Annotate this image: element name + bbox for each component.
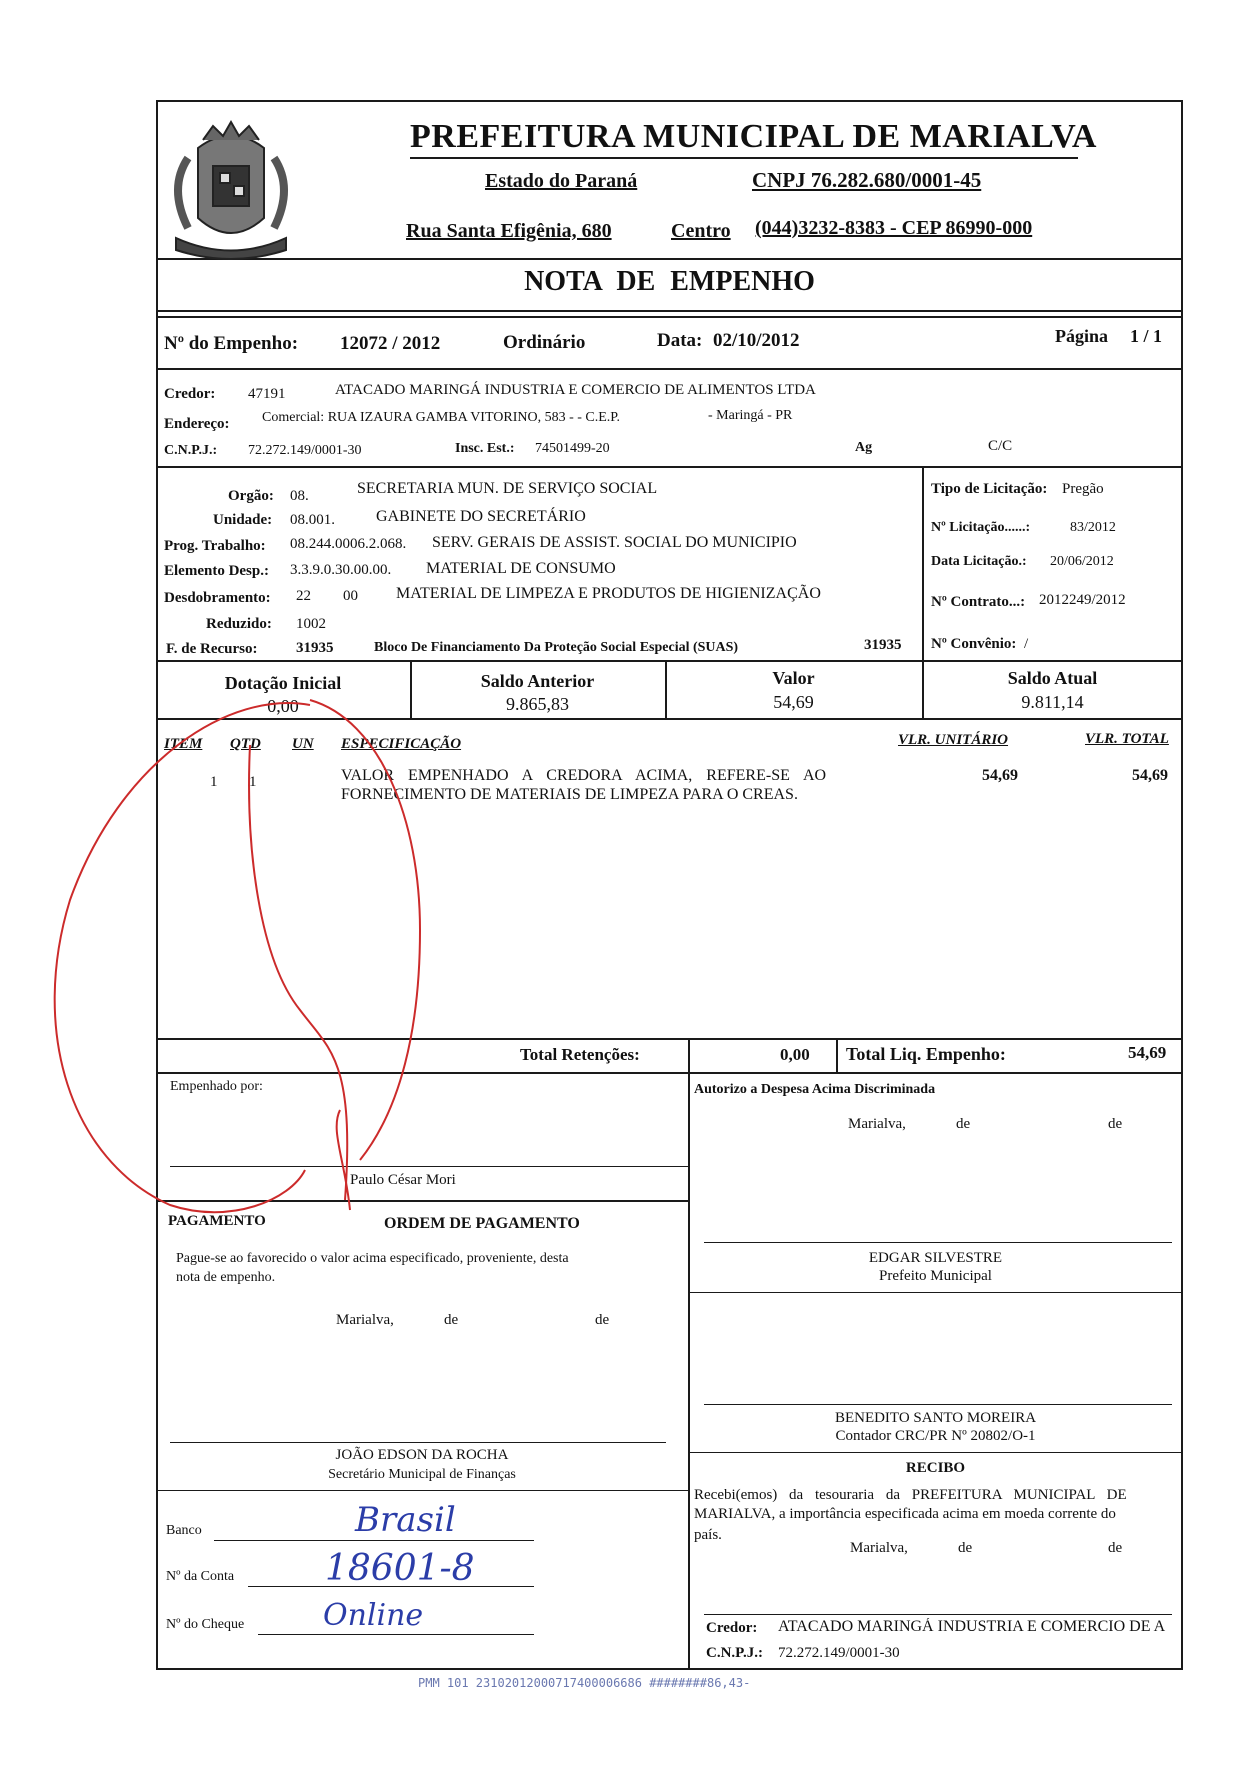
- totals-row: [156, 1038, 1183, 1074]
- header-phone-cep: (044)3232-8383 - CEP 86990-000: [755, 217, 1033, 239]
- recibo-label: RECIBO: [905, 1460, 966, 1476]
- banco-top-line: [156, 1490, 688, 1491]
- empenhado-name: Paulo César Mori: [350, 1172, 456, 1188]
- recibo-top-line: [688, 1452, 1183, 1453]
- recurso-code: 31935: [296, 640, 334, 656]
- budget-divider: [922, 466, 924, 662]
- unidade-label: Unidade:: [213, 512, 273, 528]
- header-title: PREFEITURA MUNICIPAL DE MARIALVA: [410, 118, 1097, 155]
- pagamento-label: PAGAMENTO: [168, 1213, 266, 1229]
- credor-address: Comercial: RUA IZAURA GAMBA VITORINO, 583 - - C.E.P.: [262, 410, 621, 425]
- recurso-value: Bloco De Financiamento Da Proteção Social Especial (SUAS): [374, 640, 739, 655]
- prog-code: 08.244.0006.2.068.: [290, 536, 407, 552]
- valor-label: Valor: [772, 668, 815, 688]
- credor-cnpj: 72.272.149/0001-30: [248, 443, 362, 458]
- credor-city: - Maringá - PR: [708, 408, 793, 423]
- data-licitacao-label: Data Licitação.:: [931, 554, 1027, 569]
- bottom-divider: [688, 1072, 690, 1670]
- ag-label: Ag: [855, 440, 873, 455]
- credor-label: Credor:: [164, 386, 216, 402]
- header-cnpj: CNPJ 76.282.680/0001-45: [752, 168, 982, 192]
- mayor-signature-line: [704, 1242, 1172, 1243]
- col-un-header: UN: [292, 736, 314, 752]
- totals-divider-1: [688, 1038, 690, 1074]
- prog-label: Prog. Trabalho:: [164, 538, 266, 554]
- item-spec-line-2: FORNECIMENTO DE MATERIAIS DE LIMPEZA PARA O CREAS.: [341, 786, 798, 803]
- unidade-value: GABINETE DO SECRETÁRIO: [376, 508, 586, 525]
- banco-handwritten: Brasil: [355, 1500, 456, 1540]
- footer-code: PMM 101 23102012000717400006686 ########86,43-: [418, 1676, 751, 1690]
- valor-value: 54,69: [773, 692, 814, 712]
- orgao-code: 08.: [290, 488, 309, 504]
- banco-label: Banco: [166, 1523, 202, 1538]
- address-label: Endereço:: [164, 416, 230, 432]
- unidade-code: 08.001.: [290, 512, 335, 528]
- retencoes-label: Total Retenções:: [520, 1045, 640, 1064]
- empenhado-label: Empenhado por:: [170, 1079, 263, 1094]
- autorizo-de-2: de: [1108, 1116, 1123, 1132]
- desd-label: Desdobramento:: [164, 590, 271, 606]
- recibo-cnpj-label: C.N.P.J.:: [706, 1645, 763, 1661]
- desd-value: MATERIAL DE LIMPEZA E PRODUTOS DE HIGIENIZAÇÃO: [396, 585, 821, 602]
- recibo-credor-value: ATACADO MARINGÁ INDUSTRIA E COMERCIO DE A: [778, 1618, 1166, 1635]
- contrato-value: 2012249/2012: [1039, 592, 1126, 608]
- contrato-label: Nº Contrato...:: [931, 594, 1026, 610]
- data-licitacao-value: 20/06/2012: [1050, 554, 1114, 569]
- mayor-bottom-line: [688, 1292, 1183, 1293]
- empenho-number-label: Nº do Empenho:: [164, 333, 299, 354]
- pagamento-text-1: Pague-se ao favorecido o valor acima especificado, proveniente, desta: [176, 1251, 569, 1266]
- col-spec-header: ESPECIFICAÇÃO: [341, 736, 462, 752]
- bottom-box: [156, 1072, 1183, 1670]
- header-divider: [156, 258, 1183, 260]
- pagamento-text-2: nota de empenho.: [176, 1270, 276, 1285]
- secretario-signature-line: [170, 1442, 666, 1443]
- total-liq-value: 54,69: [1128, 1043, 1167, 1062]
- pagamento-de-2: de: [595, 1312, 610, 1328]
- ordem-pagamento-label: ORDEM DE PAGAMENTO: [384, 1215, 580, 1232]
- recibo-credor-label: Credor:: [706, 1620, 758, 1636]
- document-title: NOTA DE EMPENHO: [524, 266, 815, 297]
- mayor-role: Prefeito Municipal: [879, 1268, 992, 1284]
- col-unit-header: VLR. UNITÁRIO: [898, 732, 1009, 748]
- recibo-de-2: de: [1108, 1540, 1123, 1556]
- banco-line: [214, 1540, 534, 1541]
- conta-handwritten: 18601-8: [325, 1548, 475, 1589]
- item-qtd: 1: [249, 774, 257, 790]
- elem-label: Elemento Desp.:: [164, 563, 269, 579]
- cheque-line: [258, 1634, 534, 1635]
- saldo-anterior-label: Saldo Anterior: [480, 671, 595, 691]
- page-label: Página: [1055, 326, 1109, 346]
- tipo-licitacao-value: Pregão: [1062, 481, 1104, 497]
- recibo-text-1: Recebi(emos) da tesouraria da PREFEITURA MUNICIPAL DE: [694, 1487, 1127, 1503]
- recibo-city: Marialva,: [850, 1540, 908, 1556]
- cheque-label: Nº do Cheque: [166, 1617, 245, 1632]
- autorizo-de-1: de: [956, 1116, 971, 1132]
- mayor-name: EDGAR SILVESTRE: [868, 1250, 1003, 1266]
- convenio-value: /: [1024, 636, 1029, 652]
- elem-code: 3.3.9.0.30.00.00.: [290, 562, 392, 578]
- empenhado-signature-line: [170, 1166, 688, 1167]
- empenho-date-label: Data:: [657, 330, 703, 351]
- secretario-name: JOÃO EDSON DA ROCHA: [335, 1447, 509, 1463]
- reduzido-value: 1002: [296, 616, 326, 632]
- totals-divider-2: [836, 1038, 838, 1074]
- dotacao-value: 0,00: [267, 696, 299, 716]
- insc-label: Insc. Est.:: [455, 441, 515, 456]
- elem-value: MATERIAL DE CONSUMO: [426, 560, 616, 577]
- empenho-number: 12072 / 2012: [340, 333, 441, 354]
- col-item-header: ITEM: [164, 736, 203, 752]
- pagamento-city: Marialva,: [336, 1312, 394, 1328]
- coat-of-arms-logo: [158, 118, 304, 268]
- dotacao-label: Dotação Inicial: [224, 673, 342, 693]
- tipo-licitacao-label: Tipo de Licitação:: [931, 481, 1048, 497]
- header-state: Estado do Paraná: [485, 170, 638, 192]
- item-total-value: 54,69: [1132, 767, 1168, 784]
- num-licitacao-value: 83/2012: [1070, 520, 1116, 535]
- recurso-label: F. de Recurso:: [166, 641, 258, 657]
- orgao-label: Orgão:: [228, 488, 274, 504]
- secretario-role: Secretário Municipal de Finanças: [328, 1467, 516, 1482]
- credor-code: 47191: [248, 386, 286, 402]
- empenho-type: Ordinário: [503, 332, 586, 353]
- prog-value: SERV. GERAIS DE ASSIST. SOCIAL DO MUNICIPIO: [432, 534, 797, 551]
- cc-label: C/C: [988, 438, 1013, 454]
- item-spec-line-1: VALOR EMPENHADO A CREDORA ACIMA, REFERE-SE AO: [341, 767, 827, 784]
- conta-label: Nº da Conta: [166, 1569, 235, 1584]
- cheque-handwritten: Online: [323, 1598, 424, 1633]
- recibo-text-3: país.: [694, 1527, 722, 1543]
- col-total-header: VLR. TOTAL: [1085, 731, 1169, 747]
- page-number: 1 / 1: [1130, 326, 1163, 346]
- contador-name: BENEDITO SANTO MOREIRA: [834, 1410, 1037, 1426]
- recibo-signature-line: [704, 1614, 1172, 1615]
- reduzido-label: Reduzido:: [206, 616, 272, 632]
- item-unit-value: 54,69: [982, 767, 1018, 784]
- empenho-date: 02/10/2012: [713, 330, 800, 351]
- credor-insc: 74501499-20: [535, 441, 610, 456]
- recibo-text-2: MARIALVA, a importância especificada acima em moeda corrente do: [694, 1506, 1116, 1522]
- header-district: Centro: [671, 220, 731, 242]
- recurso-code-2: 31935: [864, 637, 902, 653]
- saldo-anterior-value: 9.865,83: [506, 694, 569, 714]
- recibo-de-1: de: [958, 1540, 973, 1556]
- saldo-atual-value: 9.811,14: [1021, 692, 1084, 712]
- header-street: Rua Santa Efigênia, 680: [406, 220, 612, 242]
- desd-code: 22: [296, 588, 311, 604]
- contador-role: Contador CRC/PR Nº 20802/O-1: [835, 1428, 1036, 1444]
- pagamento-top-line: [156, 1200, 688, 1202]
- col-qtd-header: QTD: [230, 736, 261, 752]
- retencoes-value: 0,00: [780, 1045, 810, 1064]
- item-number: 1: [210, 774, 218, 790]
- credor-name: ATACADO MARINGÁ INDUSTRIA E COMERCIO DE ALIMENTOS LTDA: [335, 382, 816, 398]
- num-licitacao-label: Nº Licitação......:: [931, 520, 1031, 535]
- saldo-atual-label: Saldo Atual: [1007, 668, 1098, 688]
- header-title-underline: [410, 157, 1078, 159]
- cnpj-label: C.N.P.J.:: [164, 443, 218, 458]
- autorizo-city: Marialva,: [848, 1116, 906, 1132]
- orgao-value: SECRETARIA MUN. DE SERVIÇO SOCIAL: [357, 480, 658, 497]
- desd-sub: 00: [343, 588, 358, 604]
- autorizo-label: Autorizo a Despesa Acima Discriminada: [694, 1082, 936, 1097]
- contador-signature-line: [704, 1404, 1172, 1405]
- recibo-cnpj-value: 72.272.149/0001-30: [778, 1645, 900, 1661]
- convenio-label: Nº Convênio:: [931, 636, 1017, 652]
- total-liq-label: Total Liq. Empenho:: [846, 1044, 1006, 1064]
- pagamento-de-1: de: [444, 1312, 459, 1328]
